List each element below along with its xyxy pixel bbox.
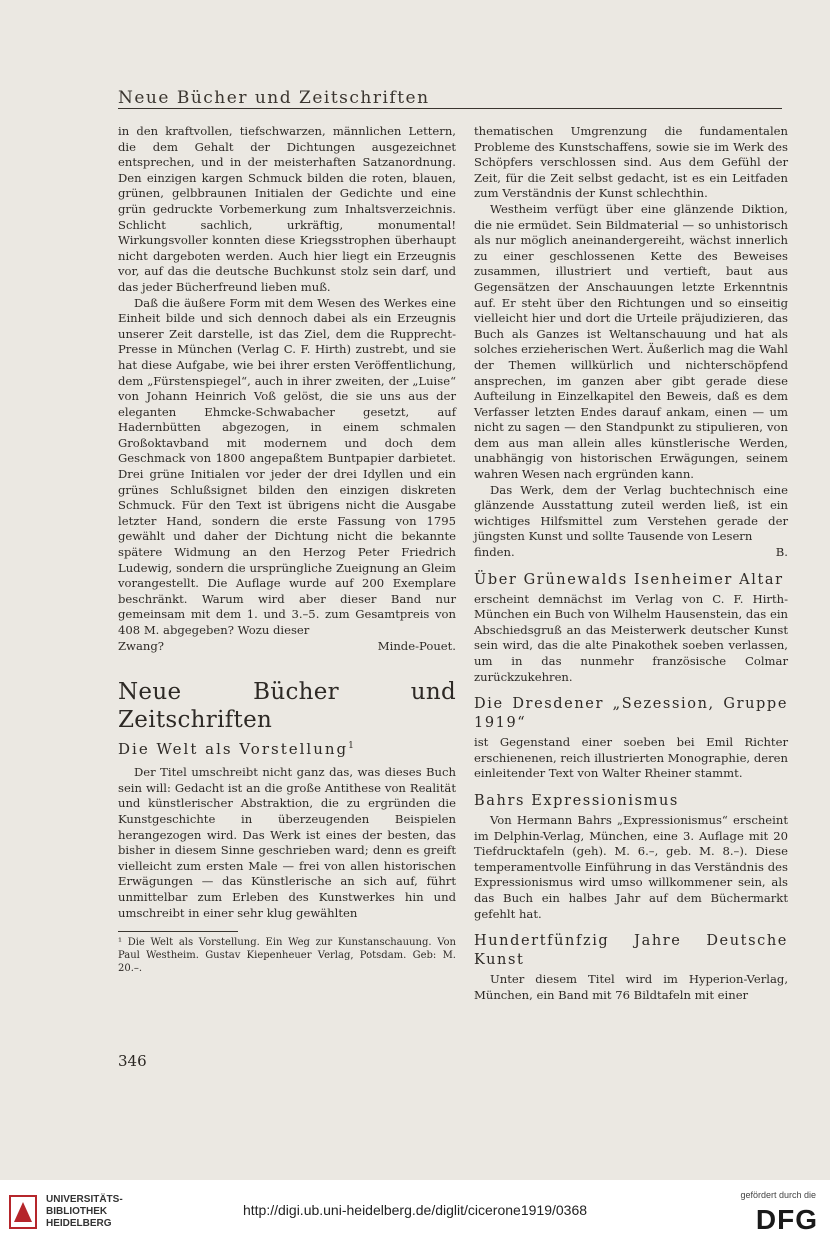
library-name-line: UNIVERSITÄTS-	[46, 1194, 123, 1205]
footnote-marker: 1	[348, 741, 356, 752]
paragraph: Westheim verfügt über eine glänzende Diktion, die nie ermüdet. Sein Bildmaterial — so unhistorisch als nur möglich aneinandergereiht, wächst innerlich zu einer geschlossenen Kette des Beweises zusammen, illustriert und vertieft, baut aus Gegensätzen der Anschauungen letzte Erkenntnis auf. Er steht über den Richtungen und so einseitig vielleicht hier und dort die Urteile präjudizieren, das Buch als Ganzes ist Weltanschauung und hat als solches erzieherischen Wert. Äußerlich mag die Wahl der Themen willkürlich und nichterschöpfend ansprechen, im ganzen aber gibt gerade diese Aufteilung in Einzelkapitel den Beweis, daß es dem Verfasser letzten Endes darauf ankam, einen — um nicht zu sagen — den Standpunkt zu stipulieren, von dem aus man allein alles künstlerische Werden, unabhängig von historischen Erwägungen, seinem wahren Wesen nach ergründen kann.	[474, 201, 788, 482]
notice-heading: Die Dresdener „Sezession, Gruppe 1919“	[474, 696, 788, 732]
funded-by-label: gefördert durch die	[740, 1190, 816, 1200]
notice-text: erscheint demnächst im Verlag von C. F. Hirth-München ein Buch von Wilhelm Hausenstein, das ein Abschiedsgruß an das Meisterwerk deutscher Kunst sein wird, das die alte Pinakothek soeben verlassen, um in das nunmehr französische Colmar zurückzukehren.	[474, 591, 788, 684]
signature-row	[118, 639, 456, 655]
notice-text: ist Gegenstand einer soeben bei Emil Richter erschienenen, reich illustrierten Monographie, deren einleitender Text von Walter Rheiner stammt.	[474, 735, 788, 781]
footnote-rule	[118, 931, 238, 932]
notice-heading: Hundertfünfzig Jahre Deutsche Kunst	[474, 933, 788, 969]
paragraph: Daß die äußere Form mit dem Wesen des Werkes eine Einheit bilde und sich dennoch dabei als ein Erzeugnis unserer Zeit darstelle, ist das Ziel, dem die Rupprecht-Presse in München (Verlag C. F. Hirth) zustrebt, und sie hat diese Aufgabe, wie bei ihrer ersten Veröffentlichung, dem „Fürstenspiegel“, auch in ihrer zweiten, der „Luise“ von Johann Heinrich Voß gelöst, die sie uns aus der eleganten Ehmcke-Schwabacher gesetzt, auf Hadernbütten abgezogen, in einem schmalen Großoktavband mit modernem und doch dem Geschmack von 1800 angepaßtem Buntpapier darbietet. Drei grüne Initialen vor jeder der drei Idyllen und ein grünes Schlußsignet bilden den einzigen diskreten Schmuck. Für den Text ist übrigens nicht die Ausgabe letzter Hand, sondern die erste Fassung von 1795 gewählt und daher der Dichtung nicht die bekannte spätere Widmung an den Herzog Peter Friedrich Ludewig, sondern die ursprüngliche Zueignung an Gleim vorangestellt. Die Auflage wurde auf 200 Exemplare beschränkt. Warum wird aber dieser Band nur gemeinsam mit dem 1. und 3.–5. zum Gesamtpreis von 408 M. abgegeben? Wozu dieser	[118, 295, 456, 637]
dfg-logo: DFG	[755, 1204, 818, 1235]
paragraph: Das Werk, dem der Verlag buchtechnisch eine glänzende Ausstattung zuteil werden ließ, ist ein wichtiges Hilfsmittel zum Verstehen gerade der jüngsten Kunst und sollte Tausende von Lesern	[474, 482, 788, 544]
running-header: Neue Bücher und Zeitschriften	[118, 88, 430, 108]
subtitle-text: Die Welt als Vorstellung	[118, 740, 349, 759]
section-title: Neue Bücher und Zeitschriften	[118, 679, 456, 734]
library-name-line: BIBLIOTHEK	[46, 1206, 108, 1217]
closing-word: finden.	[474, 545, 515, 560]
closing-word: Zwang?	[118, 638, 164, 653]
paragraph: thematischen Umgrenzung die fundamentalen Probleme des Kunstschaffens, sowie sie im Werk des Schöpfers verschlossen sind. Aus dem Gefühl der Zeit, für die Zeit selbst gedacht, ist es ein Leitfaden zum Verständnis der Kunst schlechthin.	[474, 124, 788, 201]
library-name-line: HEIDELBERG	[46, 1218, 112, 1229]
left-column	[118, 124, 456, 975]
notice-heading: Bahrs Expressionismus	[474, 792, 679, 809]
notice-heading: Über Grünewalds Isenheimer Altar	[474, 571, 784, 588]
notice-text: Von Hermann Bahrs „Expressionismus“ erscheint im Delphin-Verlag, München, eine 3. Auflage mit 20 Tiefdrucktafeln (geh). M. 6.–, geb. M. 8.–). Diese temperamentvolle Einführung in das Verständnis des Expressionismus wird umso willkommener sein, als das Buch ein halbes Jahr auf dem Büchermarkt gefehlt hat.	[474, 812, 788, 921]
signature-row	[474, 545, 788, 561]
header-rule	[118, 108, 782, 109]
source-url[interactable]: http://digi.ub.uni-heidelberg.de/diglit/cicerone1919/0368	[242, 1202, 588, 1218]
notice-text: Unter diesem Titel wird im Hyperion-Verlag, München, ein Band mit 76 Bildtafeln mit einer	[474, 972, 788, 1002]
footer-bar	[0, 1180, 830, 1244]
paragraph: Der Titel umschreibt nicht ganz das, was dieses Buch sein will: Gedacht ist an die große Antithese von Realität und künstlerischer Abstraktion, die zu ergründen die Kunstgeschichte in überzeugenden Beispielen herangezogen wird. Das Werk ist eines der besten, das bisher in diesem Sinne geschrieben ward; denn es greift vielleicht zum ersten Male — frei von allen historischen Erwägungen — das Künstlerische an sich auf, führt unmittelbar zum Erleben des Kunstwerkes hin und umschreibt in einer sehr klug gewählten	[118, 765, 456, 920]
right-column	[474, 124, 788, 1003]
signature: Minde-Pouet.	[377, 638, 456, 653]
signature: B.	[775, 545, 788, 560]
page-number: 346	[118, 1052, 147, 1070]
review-subtitle	[118, 736, 456, 759]
footnote: ¹ Die Welt als Vorstellung. Ein Weg zur Kunstanschauung. Von Paul Westheim. Gustav Kiepenheuer Verlag, Potsdam. Geb: M. 20.–.	[118, 937, 456, 975]
paragraph: in den kraftvollen, tiefschwarzen, männlichen Lettern, die dem Gehalt der Dichtungen ausgezeichnet entsprechen, und in der meisterhaften Satzanordnung. Den einzigen kargen Schmuck bilden die roten, blauen, grünen, gelbbraunen Initialen der Gedichte und eine grün gedruckte Vorbemerkung zum Inhaltsverzeichnis. Schlicht sachlich, urkräftig, monumental! Wirkungsvoller konnten diese Kriegsstrophen überhaupt nicht dargeboten werden. Auch hier liegt ein Erzeugnis vor, auf das die deutsche Buchkunst stolz sein darf, und das jeder Bücherfreund lieben muß.	[118, 124, 456, 294]
